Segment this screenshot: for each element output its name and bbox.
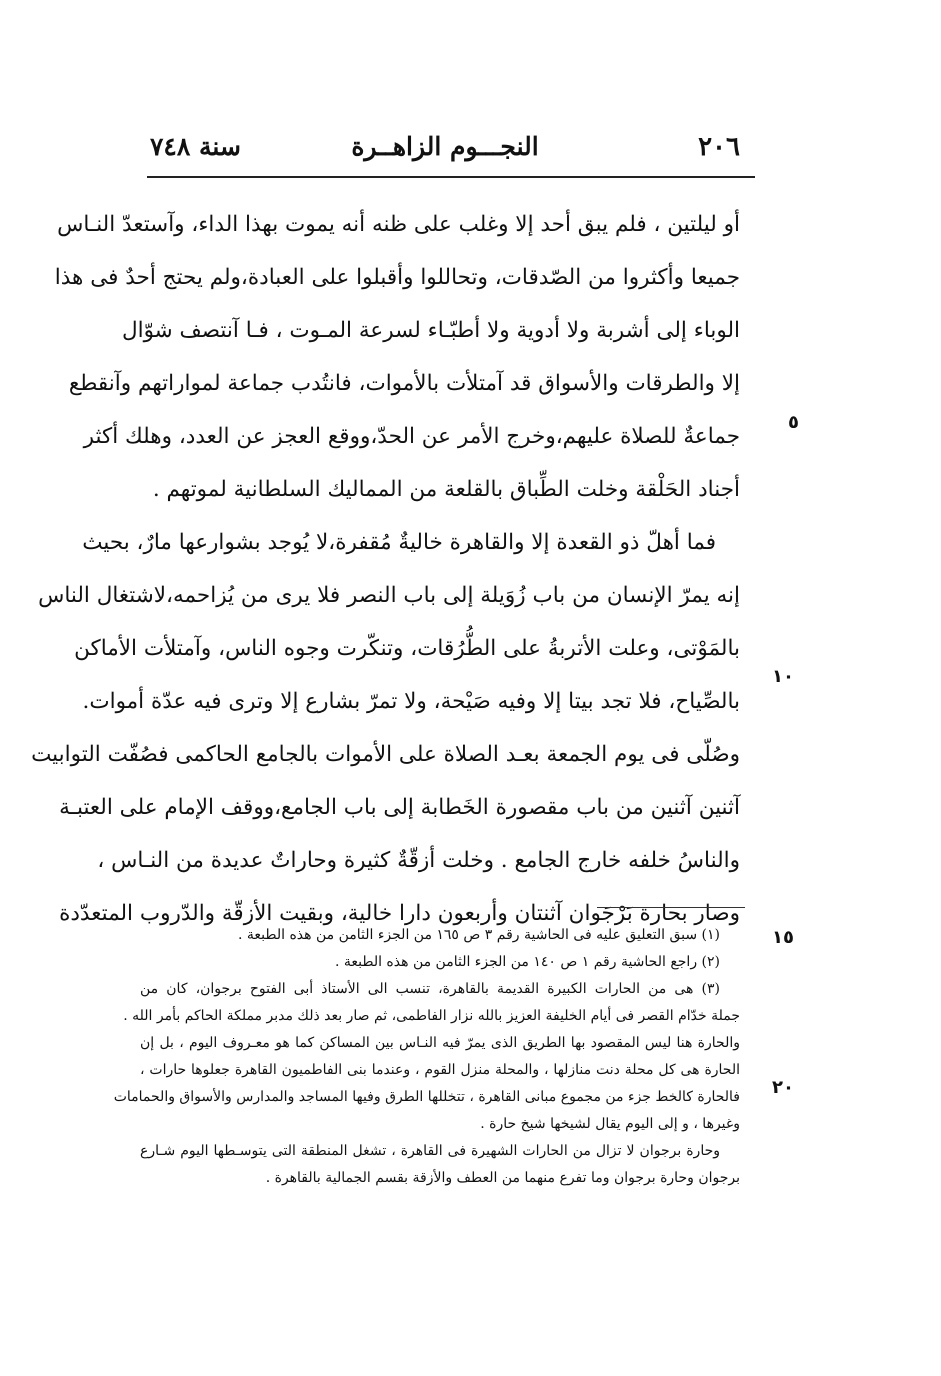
text-line: فما أهلّ ذو القعدة إلا والقاهرة خاليةٌ مُقفرة،لا يُوجد بشوارعها مارٌ، بحيث [82, 530, 716, 555]
text-line: بالصِّياح، فلا تجد بيتا إلا وفيه صَيْحة، ولا تمرّ بشارع إلا وترى فيه عدّة أموات. [82, 689, 740, 714]
text-line: جماعةٌ للصلاة عليهم،وخرج الأمر عن الحدّ،ووقع العجز عن العدد، وهلك أكثر [83, 424, 740, 449]
line-marker-5: ٥ [788, 412, 799, 433]
text-line: إلا والطرقات والأسواق قد آمتلأت بالأموات، فانتُدب جماعة لمواراتهم وآنقطع [68, 371, 740, 396]
line-marker-10: ١٠ [772, 666, 794, 687]
line-marker-15: ١٥ [772, 927, 794, 948]
footnote-line: جملة خدّام القصر فى أيام الخليفة العزيز بالله نزار الفاطمى، ثم صار بعد ذلك مدبر مملكة الحاكم بأمر الله . [123, 1008, 740, 1024]
text-line: إنه يمرّ الإنسان من باب زُوَيلة إلى باب النصر فلا يرى من يُزاحمه،لاشتغال الناس [38, 583, 740, 608]
footnote-line: الحارة هى كل محلة دنت منازلها ، والمحلة منزل القوم ، وعندما بنى الفاطميون القاهرة جعلوها حارات ، [140, 1062, 740, 1078]
text-line: أجناد الحَلْقة وخلت الطِّباق بالقلعة من المماليك السلطانية لموتهم . [152, 477, 740, 502]
text-line: آثنين آثنين من باب مقصورة الخَطابة إلى باب الجامع،ووقف الإمام على العتبـة [59, 795, 740, 820]
footnote-line: (٢) راجع الحاشية رقم ١ ص ١٤٠ من الجزء الثامن من هذه الطبعة . [334, 954, 720, 970]
footnote-rule [597, 907, 745, 908]
footnote-line: وحارة برجوان لا تزال من الحارات الشهيرة فى القاهرة ، تشغل المنطقة التى يتوسـطها اليوم شـارع [140, 1143, 720, 1159]
footnotes [113, 922, 740, 1192]
footnote-line: (١) سبق التعليق عليه فى الحاشية رقم ٣ ص ١٦٥ من الجزء الثامن من هذه الطبعة . [237, 927, 720, 943]
header-rule [147, 176, 755, 178]
text-line: الوباء إلى أشربة ولا أدوية ولا أطبّـاء لسرعة المـوت ، فـا آنتصف شوّال [121, 318, 740, 343]
page-header [150, 128, 740, 170]
text-line: والناسُ خلفه خارج الجامع . وخلت أزقّةٌ كثيرة وحاراتٌ عديدة من النـاس ، [97, 848, 740, 873]
text-line: جميعا وأكثروا من الصّدقات، وتحاللوا وأقبلوا على العبادة،ولم يحتج أحدٌ فى هذا [54, 265, 740, 290]
year-label: سنة ٧٤٨ [150, 132, 241, 161]
footnote-line: وغيرها ، و إلى اليوم يقال لشيخها شيخ حارة . [480, 1116, 740, 1132]
footnote-line: فالحارة كالخط جزء من مجموع مبانى القاهرة ، تتخللها الطرق وفيها المساجد والمدارس والأسواق والحمامات [113, 1089, 740, 1105]
footnote-line: برجوان وحارة برجوان وما تفرع منهما من العطف والأزقة بقسم الجمالية بالقاهرة . [265, 1170, 740, 1186]
text-line: وصار بحارة بَرْجَوان آثنتان وأربعون دارا خالية، وبقيت الأزقّة والدّروب المتعدّدة [59, 901, 740, 926]
line-marker-20: ٢٠ [772, 1077, 794, 1098]
running-title: النجـــوم الزاهــرة [351, 132, 539, 161]
text-line: وصُلّى فى يوم الجمعة بعـد الصلاة على الأموات بالجامع الحاكمى فصُفّت التوابيت [31, 742, 740, 767]
footnote-line: (٣) هى من الحارات الكبيرة القديمة بالقاهرة، تنسب الى الأستاذ أبى الفتوح برجوان، كان من [140, 981, 720, 997]
text-line: أو ليلتين ، فلم يبق أحد إلا وغلب على ظنه أنه يموت بهذا الداء، وآستعدّ النـاس [57, 212, 740, 237]
page-number: ٢٠٦ [698, 132, 740, 162]
footnote-line: والحارة هنا ليس المقصود بها الطريق الذى يمرّ فيه النـاس بين المساكن كما هو معـروف اليوم ، بل إن [140, 1035, 740, 1051]
main-text [31, 198, 740, 940]
text-line: بالمَوْتى، وعلت الأتربةُ على الطُّرُقات، وتنكّرت وجوه الناس، وآمتلأت الأماكن [74, 636, 740, 661]
